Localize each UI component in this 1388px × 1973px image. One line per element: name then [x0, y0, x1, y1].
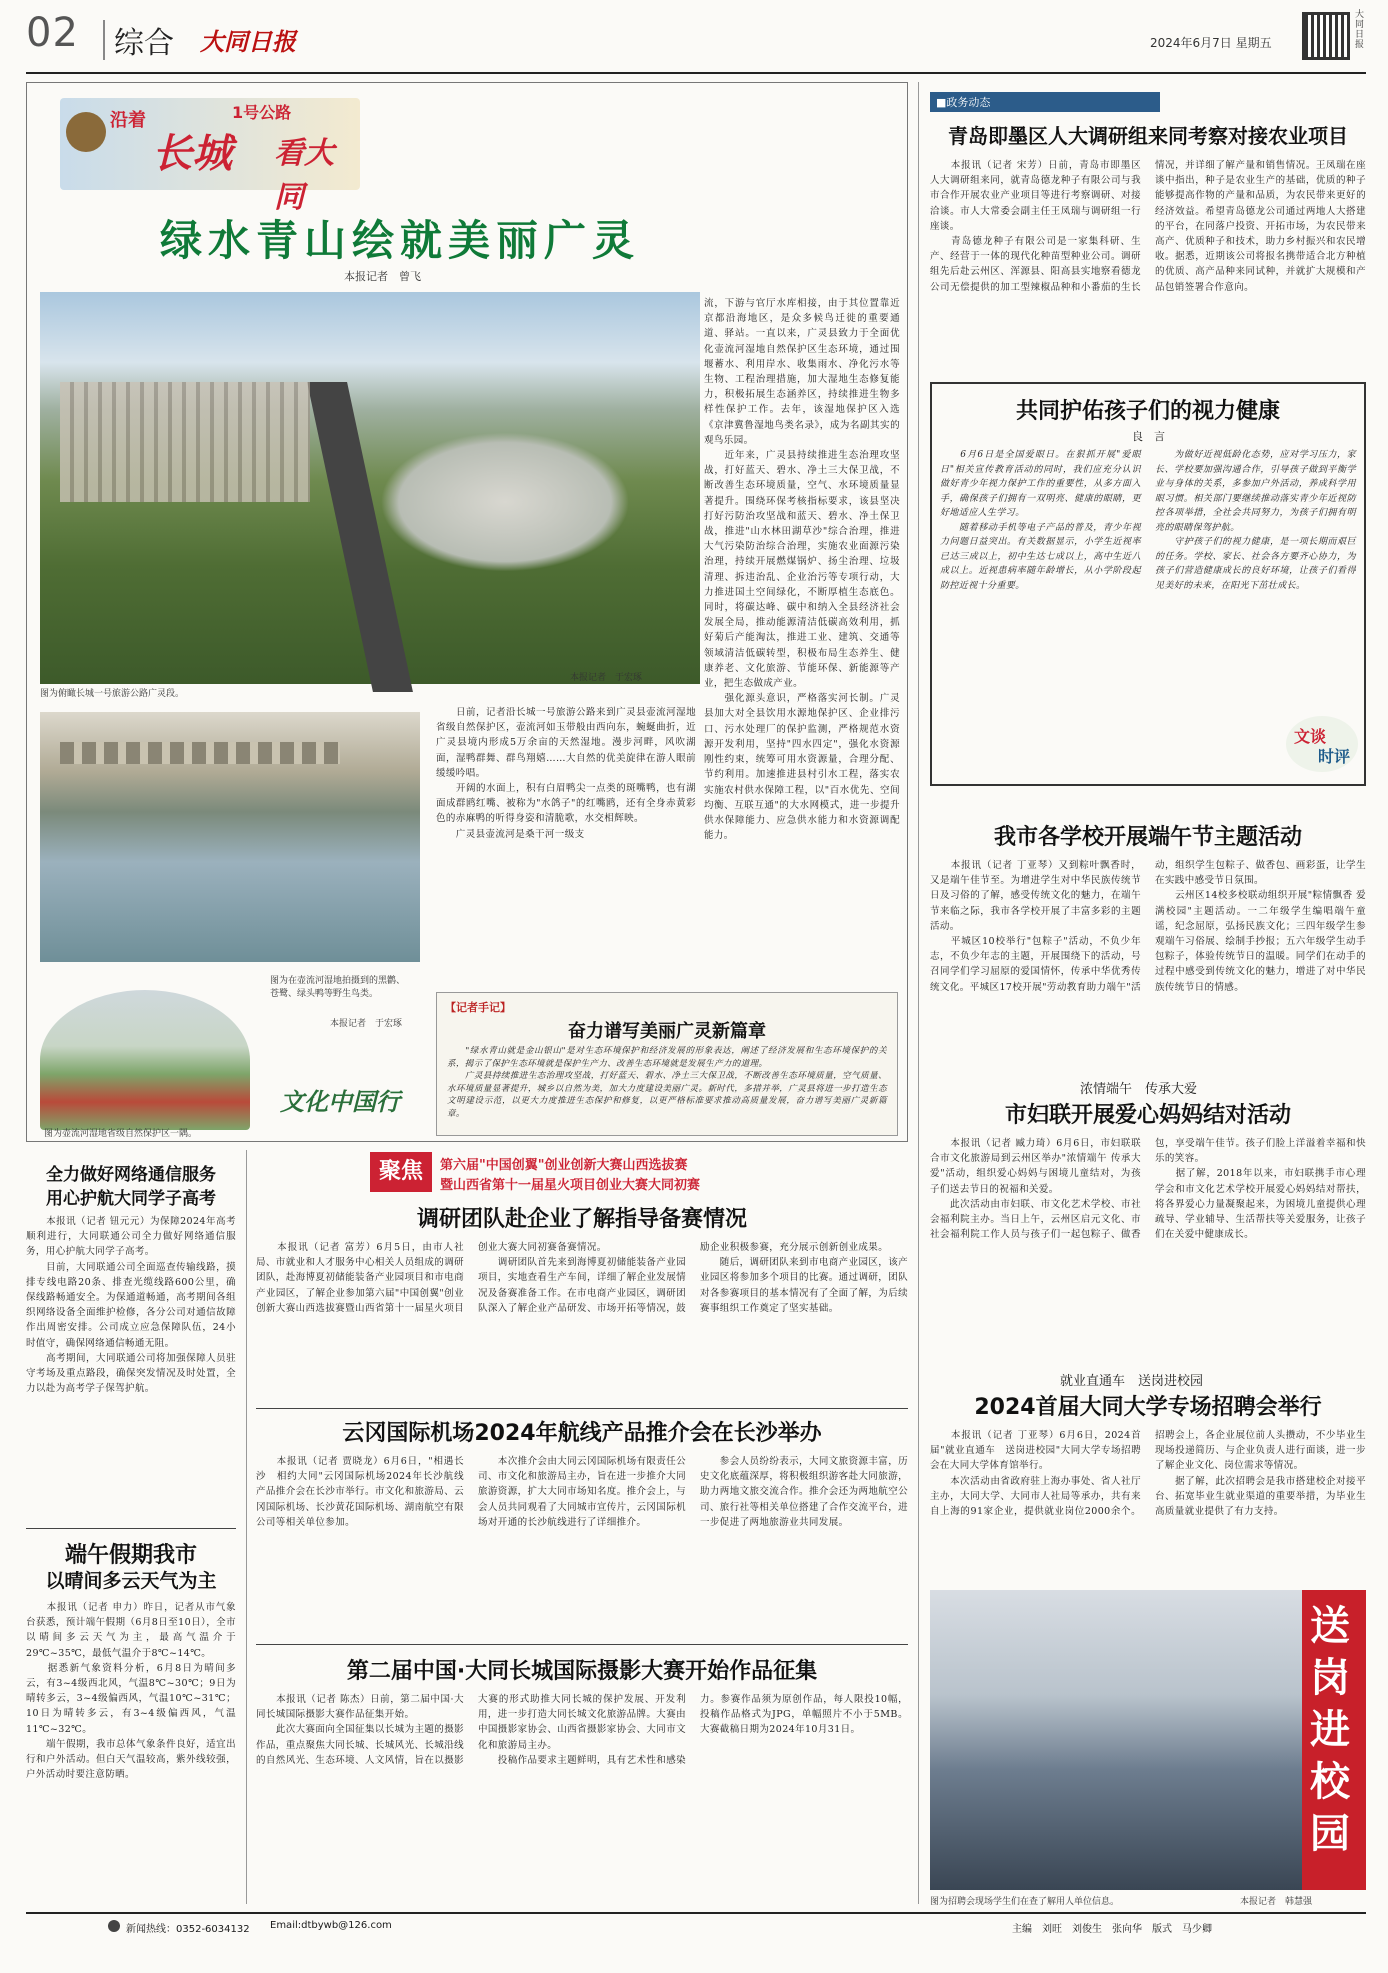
politics-body: 本报讯（记者 宋芳）日前，青岛市即墨区人大调研组来同，就青岛德龙种子有限公司与我市合作开展农业产业项目等进行考察调研、对接洽谈。市人大常委会副主任王凤瑞与调研组一行座谈。 青岛德龙种子有限公司是一家集科研、生产、经营于一体的现代化种苗型种业公司。调研组先后赴云州区、浑源县、阳高县实地察看德龙公司无偿提供的加工型辣椒品种和小番茄的生长情况，并详细了解产量和销售情况。王凤瑞在座谈中指出，种子是农业生产的基础，优质的种子能够提高作物的产量和品质，为农民带来更好的经济效益。希望青岛德龙公司通过两地人大搭建的平台，在同落户投资、开拓市场，为农民带来高产、优质种子和技术，助力乡村振兴和农民增收。据悉，近期该公司将报名携带适合北方种植的优质、高产品种来同试种，并就扩大规模和产品包销签署合作意向。 [930, 160, 1366, 293]
banner-text-2: 长城 [152, 131, 232, 177]
lead-body-mid: 日前，记者沿长城一号旅游公路来到广灵县壶流河湿地省级自然保护区，壶流河如玉带般由西向东，蜿蜒曲折，近广灵县境内形成5万余亩的天然湿地。漫步河畔，风吹湖面，湿鸭群舞、群鸟翔嬉……大自然的优美旋律在游人眼前缓缓吟唱。 开阔的水面上，积有白眉鸭尖一点类的斑嘴鸭，也有湖面成群鸥红嘴、被称为"水鸽子"的红嘴鸥，还有全身赤黄彩色的赤麻鸭的听得身姿和清脆歌，水交相辉映。 广灵县壶流河是桑干河一级支 [436, 707, 696, 840]
photo-contest-title: 第二届中国·大同长城国际摄影大赛开始作品征集 [346, 1659, 818, 1684]
photo2-credit: 本报记者 于宏琢 [330, 1019, 403, 1029]
unicom-body: 本报讯（记者 钮元元）为保障2024年高考顺利进行，大同联通公司全力做好网络通信服务，用心护航大同学子高考。 目前，大同联通公司全面巡查传输线路，摸排专线电路20条、排查光缆线路600公里，确保线路畅通安全。为保通道畅通，高考期间各组织网络设备全面维护检修，各分公司对通信故障作出周密安排。公司成立应急保障队伍，24小时值守，确保网络通信畅通无阻。 高考期间，大同联通公司将加强保障人员驻守考场及重点路段，确保突发情况及时处置，全力以赴为高考学子保驾护航。 [26, 1216, 236, 1395]
photo1-credit: 本报记者 于宏琢 [570, 673, 643, 683]
focus-label: 聚焦 [370, 1152, 432, 1192]
banner [60, 98, 360, 215]
school-title: 我市各学校开展端午节主题活动 [993, 825, 1302, 850]
airport-title: 云冈国际机场2024年航线产品推介会在长沙举办 [342, 1421, 822, 1446]
commentary-author: 良 言 [1132, 430, 1165, 443]
focus-line-2: 暨山西省第十一届星火项目创业大赛大同初赛 [440, 1178, 701, 1193]
header-rule [26, 72, 1366, 74]
school-body: 本报讯（记者 丁亚琴）又到粽叶飘香时，又是端午佳节至。为增进学生对中华民族传统节日及习俗的了解，感受传统文化的魅力，在端午节来临之际，我市各学校开展了丰富多彩的主题活动。 平城区10校举行"包粽子"活动，不负少年志，不负少年志的主题，开展围绕下的活动，号召同学们学习屈原的爱国情怀，传承中华优秀传统文化。平城区17校开展"劳动教育助力端午"活动，组织学生包粽子、做香包、画彩蛋，让学生在实践中感受节日氛围。 云州区14校多校联动组织开展"粽情飘香 爱满校园"主题活动。一二年级学生编唱端午童谣，纪念屈原，弘扬民族文化；三四年级学生参观端午习俗展、绘制手抄报；五六年级学生动手包粽子，体验传统节日的温暖。同学们在动手的过程中感受到传统文化的魅力，增进了对中华民族传统节日的情感。 [930, 860, 1366, 993]
footer-email: Email:dtbywb@126.com [270, 1920, 392, 1931]
weather-title-2: 以晴间多云天气为主 [45, 1570, 217, 1592]
women-kicker: 浓情端午 传承大爱 [1080, 1082, 1198, 1097]
right-column-divider [918, 82, 919, 1904]
culture-stamp: 文化中国行 [280, 1087, 400, 1116]
jobfair-title: 2024首届大同大学专场招聘会举行 [974, 1395, 1322, 1420]
masthead-logo: 大同日报 [200, 27, 296, 56]
footer-staff: 主编 刘旺 刘俊生 张向华 版式 马少卿 [1012, 1924, 1212, 1935]
bridge [60, 742, 340, 764]
banner-text-1: 沿着 [110, 110, 146, 131]
issue-date: 2024年6月7日 星期五 [1150, 36, 1272, 50]
focus-body: 本报讯（记者 富芳）6月5日，由市人社局、市就业和人才服务中心相关人员组成的调研团队，赴海博夏初储能装备产业园项目和市电商产业园区，了解企业参加第六届"中国创翼"创业创新大赛山西选拔赛暨山西省第十一届星火项目创业大赛大同初赛备赛情况。 调研团队首先来到海博夏初储能装备产业园项目，实地查看生产车间，详细了解企业发展情况及备赛准备工作。在市电商产业园区，调研团队深入了解企业产品研发、市场开拓等情况，鼓励企业积极参赛，充分展示创新创业成果。 随后，调研团队来到市电商产业园区，该产业园区将参加多个项目的比赛。通过调研，团队对各参赛项目的基本情况有了全面了解，为后续赛事组织工作奠定了坚实基础。 [256, 1242, 908, 1314]
left-column-divider [246, 1150, 247, 1904]
jobfair-photo [930, 1590, 1366, 1890]
mid-rule-1 [256, 1408, 908, 1409]
lead-title: 绿水青山绘就美丽广灵 [160, 216, 641, 265]
header-divider [103, 20, 105, 60]
airport-body: 本报讯（记者 贾晓龙）6月6日，"相遇长沙 相约大同"云冈国际机场2024年长沙航线产品推介会在长沙市举行。市文化和旅游局、云冈国际机场、长沙黄花国际机场、湖南航空有限公司等相关单位参加。 本次推介会由大同云冈国际机场有限责任公司、市文化和旅游局主办，旨在进一步推介大同旅游资源，扩大大同市场知名度。推介会上，与会人员共同观看了大同城市宣传片，云冈国际机场对开通的长沙航线进行了详细推介。 参会人员纷纷表示，大同文旅资源丰富，历史文化底蕴深厚，将积极组织游客赴大同旅游，助力两地文旅交流合作。推介会还为两地航空公司、旅行社等相关单位搭建了合作交流平台，进一步促进了两地旅游业共同发展。 [256, 1456, 908, 1528]
weather-body: 本报讯（记者 申力）昨日，记者从市气象台获悉，预计端午假期（6月8日至10日），全市以晴间多云天气为主，最高气温介于29℃~35℃，最低气温介于8℃~14℃。 据悉新气象资料分析，6月8日为晴间多云，有3~4级西北风，气温8℃~30℃；9日为晴转多云，3~4级偏西风，气温10℃~31℃；10日为晴转多云，有3~4级偏西风，气温11℃~32℃。 端午假期，我市总体气象条件良好，适宜出行和户外活动。但白天气温较高，紫外线较强，户外活动时要注意防晒。 [26, 1602, 236, 1781]
banner-text-4: 看大同 [274, 136, 334, 215]
notebook-tag: 【记者手记】 [445, 1001, 511, 1014]
section-name: 综合 [114, 26, 174, 61]
town [60, 382, 310, 502]
mid-rule-2 [256, 1644, 908, 1645]
footer-rule [26, 1912, 1366, 1914]
notebook-box [436, 992, 898, 1136]
politics-title: 青岛即墨区人大调研组来同考察对接农业项目 [948, 124, 1348, 148]
lead-photo-wetland [40, 712, 420, 962]
lead-body-right: 流，下游与官厅水库相接，由于其位置靠近京都沿海地区，是众多候鸟迁徙的重要通道、驿站。一直以来，广灵县致力于全面优化壶流河湿地自然保护区生态环境，通过围堰蓄水、利用岸水、收集雨水、净化污水等生物、工程治理措施，加大湿地生态修复能力，积极拓展生态涵养区，持续推进生物多样性保护工作。去年，该湿地保护区入选《京津冀鲁湿地鸟类名录》，成为名副其实的观鸟乐园。 近年来，广灵县持续推进生态治理攻坚战，打好蓝天、碧水、净土三大保卫战，不断改善生态环境质量，空气、水环境质量显著提升。围绕环保考核指标要求，该县坚决打好污防治攻坚战和蓝天、碧水、净土保卫战，推进"山水林田湖草沙"综合治理，推进大气污染防治综合治理，实施农业面源污染治理，持续开展燃煤锅炉、扬尘治理、垃圾清理、拆违治乱、企业治污等专项行动，大力推进国土空间绿化，不断厚植生态底色。同时，将碳达峰、碳中和纳入全县经济社会发展全局，推动能源清洁低碳高效利用，抓好菊后产能淘汰，推进工业、建筑、交通等领域清洁低碳转型，积极布局生态养生、健康养老、文化旅游、节能环保、新能源等产业，把生态做成产业。 强化源头意识，严格落实河长制。广灵县加大对全县饮用水源地保护区、企业排污口、污水处理厂的保护监测，严格规范水资源开发利用，坚持"四水四定"，强化水资源刚性约束，统筹可用水资源量，合理分配、节约利用。加速推进县村引水工程，落实农实施农村供水保障工程，以"百水优先、空间均衡、互联互通"的大水网模式，进一步提升供水保障能力、应急供水能力和水资源调配能力。 [704, 298, 900, 842]
page-number: 02 [26, 10, 79, 56]
jobfair-photo-overlay: 送岗进校园 [1310, 1603, 1350, 1857]
photo2-caption: 图为在壶流河湿地拍摄到的黑鹳、苍鹭、绿头鸭等野生鸟类。 [270, 976, 406, 999]
phone-icon [108, 1920, 120, 1932]
lead-byline: 本报记者 曾飞 [344, 270, 421, 283]
weather-title-1: 端午假期我市 [64, 1543, 197, 1568]
notebook-body: "绿水青山就是金山银山"是对生态环境保护和经济发展的形象表达，阐述了经济发展和生态环境保护的关系，揭示了保护生态环境就是保护生产力、改善生态环境就是发展生产力的道理。 广灵县持续推进生态治理攻坚战，打好蓝天、碧水、净土三大保卫战，不断改善生态环境质量，空气质量、水环境质量显著提升，城乡以自然为美，加大力度建设美丽广灵。新时代，多措并举，广灵县将进一步打造生态文明建设示范，以更大力度推进生态保护和修复，以更严格标准要求推动高质量发展，奋力谱写美丽广灵新篇章。 [447, 1046, 887, 1119]
photo3-caption: 图为壶流河湿地省级自然保护区一隅。 [44, 1129, 198, 1139]
banner-logo-icon [66, 112, 106, 152]
commentary-body: 6月6日是全国爱眼日。在狠抓开展"爱眼日"相关宣传教育活动的同时，我们应充分认识做好青少年视力保护工作的重要性，从多方面入手，确保孩子们拥有一双明亮、健康的眼睛，更好地适应人生学习。 随着移动手机等电子产品的普及，青少年视力问题日益突出。有关数据显示，小学生近视率已达三成以上，初中生达七成以上，高中生近八成以上。近视患病率随年龄增长，从小学阶段起防控近视十分重要。 为做好近视低龄化态势，应对学习压力，家长、学校要加强沟通合作，引导孩子做到平衡学业与身体的关系，多参加户外活动，养成科学用眼习惯。相关部门要继续推动落实青少年近视防控各项举措，全社会共同努力，为孩子们拥有明亮的眼睛保驾护航。 守护孩子们的视力健康，是一项长期而艰巨的任务。学校、家长、社会各方要齐心协力，为孩子们营造健康成长的良好环境，让孩子们看得见美好的未来，在阳光下茁壮成长。 [940, 450, 1356, 591]
lead-photo-path [40, 990, 250, 1130]
left-rule [26, 1528, 236, 1529]
women-title: 市妇联开展爱心妈妈结对活动 [1004, 1103, 1291, 1128]
plaza [380, 432, 630, 572]
qr-label: 大同日报 [1355, 10, 1365, 50]
women-body: 本报讯（记者 臧力琦）6月6日，市妇联联合市文化旅游局到云州区举办"浓情端午 传承大爱"活动，组织爱心妈妈与困境儿童结对，为孩子们送去节日的祝福和关爱。 此次活动由市妇联、市文化艺术学校、市社会福利院主办。当日上午，云州区启元文化、市社会福利院工作人员与孩子们一起包粽子、做香包，享受端午佳节。孩子们脸上洋溢着幸福和快乐的笑容。 据了解，2018年以来，市妇联携手市心理学会和市文化艺术学校开展爱心妈妈结对帮扶，将各界爱心力量凝聚起来，为困境儿童提供心理疏导、学业辅导、生活帮扶等关爱服务，让孩子们在关爱中健康成长。 [930, 1138, 1366, 1241]
jobfair-caption: 图为招聘会现场学生们在查了解用人单位信息。 [930, 1897, 1120, 1907]
photo1-caption: 图为俯瞰长城一号旅游公路广灵段。 [40, 689, 185, 699]
focus-line-1: 第六届"中国创翼"创业创新大赛山西选拔赛 [440, 1158, 688, 1173]
lead-photo-road [40, 292, 700, 684]
photo-contest-body: 本报讯（记者 陈杰）日前，第二届中国·大同长城国际摄影大赛作品征集开始。 此次大赛面向全国征集以长城为主题的摄影作品，重点聚焦大同长城、长城风光、长城沿线的自然风光、生态环境、人文风情，旨在以摄影大赛的形式助推大同长城的保护发展、开发利用，进一步打造大同长城文化旅游品牌。大赛由中国摄影家协会、山西省摄影家协会、大同市文化和旅游局主办。 投稿作品要求主题鲜明，具有艺术性和感染力。参赛作品须为原创作品，每人限投10幅，投稿作品格式为JPG，单幅照片不小于5MB。大赛截稿日期为2024年10月31日。 [256, 1694, 908, 1766]
column-label-2: 时评 [1318, 747, 1351, 766]
banner-text-3: 1号公路 [232, 103, 292, 122]
jobfair-body: 本报讯（记者 丁亚琴）6月6日，2024首届"就业直通车 送岗进校园"大同大学专场招聘会在大同大学体育馆举行。 本次活动由省政府驻上海办事处、省人社厅主办，大同大学、大同市人社局等承办，共有来自上海的91家企业，提供就业岗位2000余个。招聘会上，各企业展位前人头攒动，不少毕业生现场投递简历、与企业负责人进行面谈，进一步了解企业文化、岗位需求等情况。 据了解，此次招聘会是我市搭建校企对接平台、拓宽毕业生就业渠道的重要举措，为毕业生高质量就业提供了有力支持。 [930, 1430, 1366, 1518]
footer-hotline: 新闻热线：0352-6034132 [126, 1924, 250, 1935]
politics-tag: ■政务动态 [930, 92, 1160, 112]
notebook-title: 奋力谱写美丽广灵新篇章 [568, 1021, 766, 1042]
qr-code-icon [1302, 12, 1350, 60]
jobfair-credit: 本报记者 韩慧强 [1240, 1897, 1313, 1907]
column-label-1: 文谈 [1294, 727, 1327, 746]
jobfair-kicker: 就业直通车 送岗进校园 [1060, 1374, 1204, 1389]
unicom-title-1: 全力做好网络通信服务 [46, 1165, 216, 1185]
commentary-column-badge [1286, 716, 1358, 772]
commentary-title: 共同护佑孩子们的视力健康 [1015, 399, 1280, 424]
focus-title: 调研团队赴企业了解指导备赛情况 [416, 1207, 747, 1232]
unicom-title-2: 用心护航大同学子高考 [46, 1189, 216, 1209]
